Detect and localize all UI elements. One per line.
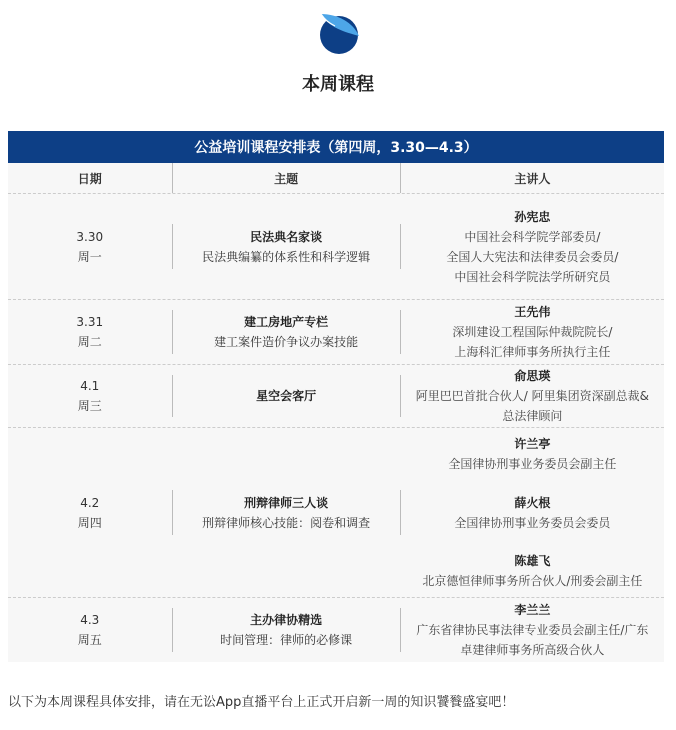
schedule-table	[8, 131, 664, 662]
table-row	[8, 598, 664, 662]
topic-title: 民法典名家谈	[250, 229, 323, 244]
topic-title: 刑辩律师三人谈	[244, 495, 329, 510]
topic-subtitle: 时间管理：律师的必修课	[220, 633, 353, 647]
column-header-date: 日期	[8, 163, 173, 193]
weekday-value: 周三	[77, 399, 102, 413]
speaker-name: 许兰亭	[514, 437, 551, 451]
topic-cell	[172, 490, 401, 535]
date-value: 3.30	[76, 229, 104, 244]
speaker-title-line: 中国社会科学院法学所研究员	[454, 269, 611, 284]
speaker-title-line: 深圳建设工程国际仲裁院院长/	[452, 325, 613, 339]
speaker-name: 陈雄飞	[514, 554, 551, 568]
topic-title: 建工房地产专栏	[244, 315, 329, 329]
speaker-name: 孙宪忠	[514, 209, 551, 224]
speaker-name: 王先伟	[514, 305, 551, 319]
speaker-title-line: 北京德恒律师事务所合伙人/刑委会副主任	[422, 574, 643, 588]
topic-subtitle: 刑辩律师核心技能：阅卷和调查	[202, 515, 371, 530]
speaker-cell	[401, 300, 664, 364]
date-value: 4.3	[80, 613, 100, 627]
speaker-title-line: 中国社会科学院学部委员/	[464, 229, 601, 244]
date-value: 4.2	[80, 495, 100, 510]
date-cell	[8, 598, 172, 662]
table-row	[8, 194, 664, 300]
date-cell	[8, 365, 172, 427]
topic-title: 星空会客厅	[256, 389, 317, 403]
topic-subtitle: 建工案件造价争议办案技能	[214, 335, 359, 349]
table-title: 公益培训课程安排表（第四周，3.30—4.3）	[8, 131, 664, 163]
page-title: 本周课程	[302, 74, 374, 95]
speaker-block	[422, 551, 642, 591]
speaker-title-line: 卓建律师事务所高级合伙人	[460, 643, 605, 657]
speaker-name: 俞思瑛	[514, 369, 551, 383]
date-value: 4.1	[80, 379, 100, 393]
speaker-name: 李兰兰	[514, 603, 551, 617]
topic-cell	[172, 310, 401, 354]
speaker-cell	[401, 428, 664, 597]
table-column-headers	[8, 163, 664, 194]
table-row	[8, 365, 664, 428]
speaker-cell	[401, 194, 664, 299]
topic-cell	[172, 224, 401, 269]
speaker-block	[448, 434, 616, 474]
date-cell	[8, 194, 172, 299]
speaker-title-line: 全国人大宪法和法律委员会委员/	[446, 249, 619, 264]
topic-subtitle: 民法典编纂的体系性和科学逻辑	[202, 249, 371, 264]
weekday-value: 周五	[77, 633, 102, 647]
column-header-topic: 主题	[173, 163, 401, 193]
blue-leaf-logo-icon	[315, 10, 361, 56]
column-header-speaker: 主讲人	[514, 171, 551, 186]
speaker-cell	[401, 365, 664, 427]
speaker-title-line: 上海科汇律师事务所执行主任	[454, 345, 611, 359]
date-cell	[8, 300, 172, 364]
date-value: 3.31	[76, 315, 104, 329]
table-row	[8, 428, 664, 598]
topic-title: 主办律协精选	[250, 613, 323, 627]
speaker-cell	[401, 598, 664, 662]
topic-cell	[172, 608, 401, 652]
weekday-value: 周二	[77, 335, 102, 349]
speaker-title-line: 全国律协刑事业务委员会委员	[454, 515, 611, 530]
speaker-name: 薛火根	[514, 495, 551, 510]
weekday-value: 周四	[77, 515, 102, 530]
speaker-title-line: 阿里巴巴首批合伙人/ 阿里集团资深副总裁&	[415, 389, 650, 403]
topic-cell	[172, 375, 401, 417]
table-row	[8, 300, 664, 365]
weekday-value: 周一	[77, 249, 102, 264]
speaker-block	[454, 493, 610, 533]
speaker-title-line: 广东省律协民事法律专业委员会副主任/广东	[416, 623, 649, 637]
intro-text: 以下为本周课程具体安排，请在无讼App直播平台上正式开启新一周的知识饕餮盛宴吧！	[8, 695, 515, 710]
speaker-title-line: 全国律协刑事业务委员会副主任	[448, 457, 617, 471]
date-cell	[8, 428, 172, 597]
speaker-title-line: 总法律顾问	[502, 409, 563, 423]
